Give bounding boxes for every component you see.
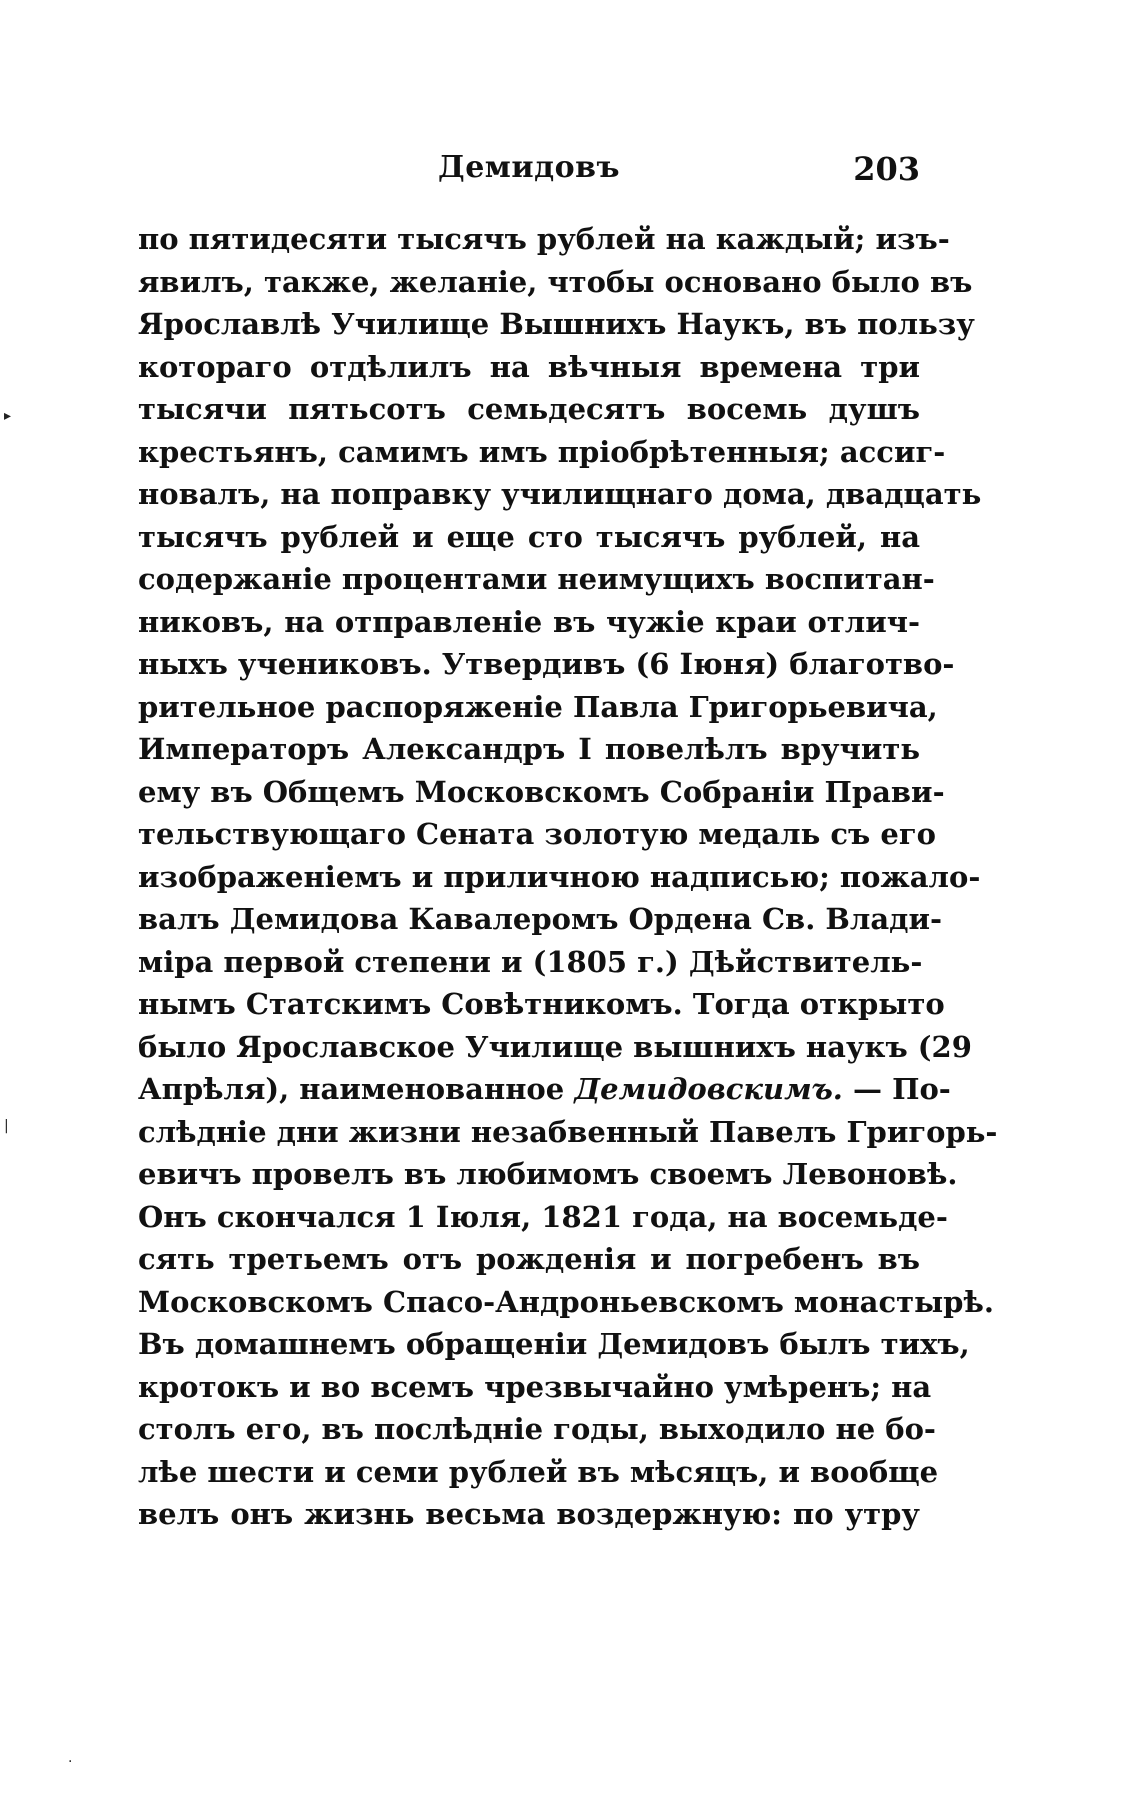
text-line: міра первой степени и (1805 г.) Дѣйствитель- — [138, 944, 923, 979]
page-number: 203 — [853, 150, 920, 188]
text-line: столъ его, въ послѣдніе годы, выходило не бо- — [138, 1412, 936, 1446]
text-line: Въ домашнемъ обращеніи Демидовъ былъ тихъ, — [138, 1327, 970, 1361]
text-line: велъ онъ жизнь весьма воздержную: по утру — [138, 1497, 920, 1531]
text-line: Императоръ Александръ I повелѣлъ вручить — [138, 732, 920, 766]
text-line: Ярославлѣ Училище Вышнихъ Наукъ, въ пользу — [138, 307, 975, 341]
text-line: Московскомъ Спасо-Андроньевскомъ монастырѣ. — [138, 1284, 994, 1319]
body-text — [138, 218, 998, 1536]
text-line: ныхъ учениковъ. Утвердивъ (6 Іюня) благотво- — [138, 647, 955, 681]
text-line: по пятидесяти тысячъ рублей на каждый; изъ- — [138, 222, 950, 256]
text-line: тысячи пятьсотъ семьдесятъ восемь душъ — [138, 392, 920, 426]
text-line: кротокъ и во всемъ чрезвычайно умѣренъ; на — [138, 1369, 932, 1404]
text-line: изображеніемъ и приличною надписью; пожало- — [138, 859, 981, 894]
text-line: лѣе шести и семи рублей въ мѣсяцъ, и вообще — [138, 1454, 939, 1489]
margin-speck-mark: · — [68, 1754, 73, 1770]
text-line: нымъ Статскимъ Совѣтникомъ. Тогда открыто — [138, 987, 945, 1021]
text-line: содержаніе процентами неимущихъ воспитан- — [138, 562, 935, 596]
running-head — [138, 150, 920, 200]
margin-dot-mark: ▸ — [4, 408, 12, 424]
text-line: евичъ провелъ въ любимомъ своемъ Левоновѣ. — [138, 1157, 958, 1191]
text-line: тельствующаго Сената золотую медаль съ его — [138, 817, 936, 851]
text-line: Онъ скончался 1 Іюля, 1821 года, на восемьде- — [138, 1199, 948, 1234]
text-line: сять третьемъ отъ рожденія и погребенъ въ — [138, 1242, 920, 1276]
text-line: слѣдніе дни жизни незабвенный Павелъ Григорь- — [138, 1114, 998, 1149]
italic-name: Демидовскимъ. — [574, 1072, 843, 1106]
text-line: ему въ Общемъ Московскомъ Собраніи Прави- — [138, 774, 945, 809]
text-line: тысячъ рублей и еще сто тысячъ рублей, на — [138, 519, 920, 554]
text-line: явилъ, также, желаніе, чтобы основано было въ — [138, 264, 973, 299]
text-line: было Ярославское Училище вышнихъ наукъ (29 — [138, 1029, 972, 1064]
text-line: никовъ, на отправленіе въ чужіе краи отлич- — [138, 604, 920, 639]
margin-tick-mark: | — [4, 1118, 9, 1134]
text-line: Апрѣля), наименованное Демидовскимъ. — По- — [138, 1072, 951, 1106]
text-line: новалъ, на поправку училищнаго дома, двадцать — [138, 477, 982, 511]
running-title: Демидовъ — [438, 150, 620, 185]
text-line: котораго отдѣлилъ на вѣчныя времена три — [138, 349, 920, 384]
text-line: рительное распоряженіе Павла Григорьевича, — [138, 689, 938, 724]
text-line: крестьянъ, самимъ имъ пріобрѣтенныя; ассиг- — [138, 434, 946, 469]
text-line: валъ Демидова Кавалеромъ Ордена Св. Влади- — [138, 902, 943, 936]
